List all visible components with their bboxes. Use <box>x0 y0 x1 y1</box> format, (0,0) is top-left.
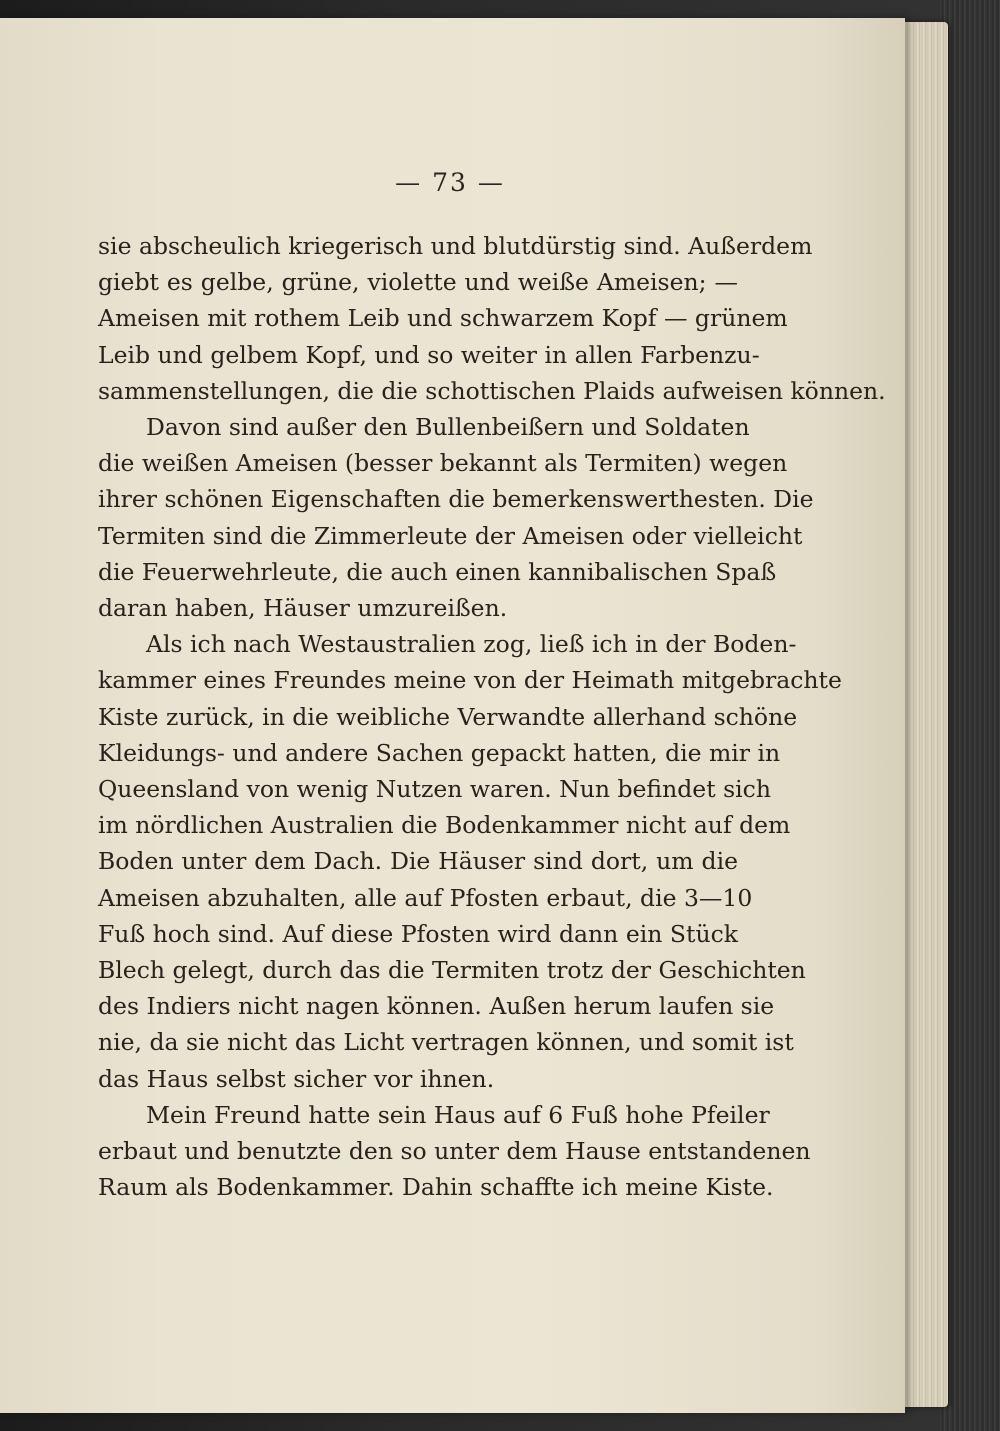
text-line: Ameisen mit rothem Leib und schwarzem Kopf — grünem <box>98 304 788 333</box>
text-line: Davon sind außer den Bullenbeißern und Soldaten <box>146 413 750 442</box>
text-line: Boden unter dem Dach. Die Häuser sind dort, um die <box>98 847 738 876</box>
text-line: nie, da sie nicht das Licht vertragen können, und somit ist <box>98 1028 794 1057</box>
text-line: das Haus selbst sicher vor ihnen. <box>98 1064 495 1093</box>
paragraph <box>98 626 842 1097</box>
text-line: die Feuerwehrleute, die auch einen kannibalischen Spaß <box>98 557 777 586</box>
text-line: Blech gelegt, durch das die Termiten trotz der Geschichten <box>98 956 806 985</box>
text-line: Termiten sind die Zimmerleute der Ameisen oder vielleicht <box>98 521 803 550</box>
text-line: Leib und gelbem Kopf, und so weiter in allen Farbenzu- <box>98 340 760 369</box>
text-line: Raum als Bodenkammer. Dahin schaffte ich meine Kiste. <box>98 1173 774 1202</box>
text-line: Ameisen abzuhalten, alle auf Pfosten erbaut, die 3—10 <box>98 883 753 912</box>
text-line: des Indiers nicht nagen können. Außen herum laufen sie <box>98 992 775 1021</box>
text-line: Kleidungs- und andere Sachen gepackt hatten, die mir in <box>98 738 781 767</box>
text-line: Kiste zurück, in die weibliche Verwandte allerhand schöne <box>98 702 798 731</box>
text-line: Als ich nach Westaustralien zog, ließ ich in der Boden- <box>146 630 797 659</box>
text-line: Queensland von wenig Nutzen waren. Nun befindet sich <box>98 775 771 804</box>
paragraph <box>98 409 814 626</box>
book-spine-edge <box>940 0 1000 1431</box>
body-text <box>98 228 886 1205</box>
text-line: daran haben, Häuser umzureißen. <box>98 594 508 623</box>
text-line: Fuß hoch sind. Auf diese Pfosten wird dann ein Stück <box>98 919 738 948</box>
text-line: die weißen Ameisen (besser bekannt als Termiten) wegen <box>98 449 788 478</box>
book-page <box>0 18 905 1413</box>
text-line: erbaut und benutzte den so unter dem Hause entstandenen <box>98 1137 811 1166</box>
text-line: Mein Freund hatte sein Haus auf 6 Fuß hohe Pfeiler <box>146 1100 770 1129</box>
text-line: kammer eines Freundes meine von der Heimath mitgebrachte <box>98 666 842 695</box>
text-line: im nördlichen Australien die Bodenkammer nicht auf dem <box>98 811 791 840</box>
text-line: giebt es gelbe, grüne, violette und weiße Ameisen; — <box>98 268 738 297</box>
paragraph <box>98 228 886 409</box>
page-number: — 73 — <box>395 168 505 197</box>
paragraph <box>98 1097 811 1206</box>
text-line: sammenstellungen, die die schottischen Plaids aufweisen können. <box>98 376 886 405</box>
text-line: ihrer schönen Eigenschaften die bemerkenswerthesten. Die <box>98 485 814 514</box>
text-line: sie abscheulich kriegerisch und blutdürstig sind. Außerdem <box>98 232 813 260</box>
